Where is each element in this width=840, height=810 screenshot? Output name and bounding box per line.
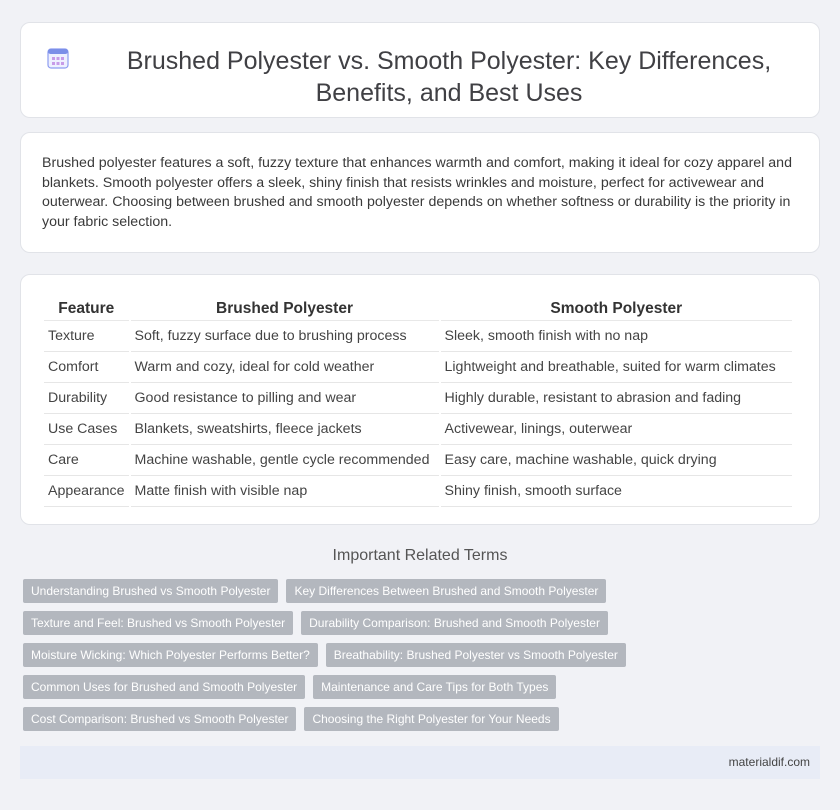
table-cell: Care [44, 445, 129, 476]
table-cell: Comfort [44, 352, 129, 383]
comparison-table-card [20, 274, 820, 525]
table-cell: Use Cases [44, 414, 129, 445]
related-term-link[interactable]: Moisture Wicking: Which Polyester Performs Better? [23, 643, 318, 667]
intro-paragraph: Brushed polyester features a soft, fuzzy texture that enhances warmth and comfort, making it ideal for cozy apparel and blankets. Smooth polyester offers a sleek, shiny finish that resists wrinkles and moisture, perfect for activewear and outerwear. Choosing between brushed and smooth polyester depends on whether softness or durability is the priority in your fabric selection. [42, 155, 792, 230]
table-cell: Lightweight and breathable, suited for warm climates [441, 352, 792, 383]
footer [20, 746, 820, 779]
related-term-link[interactable]: Durability Comparison: Brushed and Smooth Polyester [301, 611, 608, 635]
table-cell: Blankets, sweatshirts, fleece jackets [131, 414, 439, 445]
related-term-link[interactable]: Cost Comparison: Brushed vs Smooth Polyester [23, 707, 296, 731]
related-terms-heading: Important Related Terms [332, 547, 508, 564]
table-row [44, 476, 792, 507]
table-cell: Easy care, machine washable, quick drying [441, 445, 792, 476]
header-card [20, 22, 820, 118]
table-cell: Warm and cozy, ideal for cold weather [131, 352, 439, 383]
tag-row [23, 707, 823, 731]
table-cell: Texture [44, 321, 129, 352]
tag-row [23, 643, 823, 667]
table-row [44, 383, 792, 414]
calendar-icon [47, 47, 69, 69]
related-term-link[interactable]: Common Uses for Brushed and Smooth Polyester [23, 675, 305, 699]
table-cell: Matte finish with visible nap [131, 476, 439, 507]
table-header-row [44, 297, 792, 321]
tag-row [23, 611, 823, 635]
comparison-table [42, 297, 794, 507]
table-cell: Soft, fuzzy surface due to brushing process [131, 321, 439, 352]
related-term-link[interactable]: Texture and Feel: Brushed vs Smooth Polyester [23, 611, 293, 635]
page-title: Brushed Polyester vs. Smooth Polyester: Key Differences, Benefits, and Best Uses [126, 47, 772, 107]
table-row [44, 352, 792, 383]
table-row [44, 445, 792, 476]
related-term-link[interactable]: Understanding Brushed vs Smooth Polyester [23, 579, 278, 603]
table-cell: Shiny finish, smooth surface [441, 476, 792, 507]
table-cell: Appearance [44, 476, 129, 507]
table-cell: Highly durable, resistant to abrasion and fading [441, 383, 792, 414]
table-cell: Good resistance to pilling and wear [131, 383, 439, 414]
related-term-link[interactable]: Breathability: Brushed Polyester vs Smooth Polyester [326, 643, 626, 667]
tag-row [23, 675, 823, 699]
table-cell: Durability [44, 383, 129, 414]
tag-row [23, 579, 823, 603]
related-term-link[interactable]: Key Differences Between Brushed and Smooth Polyester [286, 579, 606, 603]
column-header-smooth: Smooth Polyester [441, 297, 792, 321]
table-cell: Sleek, smooth finish with no nap [441, 321, 792, 352]
intro-card [20, 132, 820, 253]
related-term-link[interactable]: Choosing the Right Polyester for Your Needs [304, 707, 558, 731]
table-cell: Activewear, linings, outerwear [441, 414, 792, 445]
column-header-brushed: Brushed Polyester [131, 297, 439, 321]
table-cell: Machine washable, gentle cycle recommended [131, 445, 439, 476]
related-terms-list [23, 579, 823, 739]
column-header-feature: Feature [44, 297, 129, 321]
footer-site-link[interactable]: materialdif.com [728, 755, 810, 769]
related-term-link[interactable]: Maintenance and Care Tips for Both Types [313, 675, 556, 699]
table-row [44, 321, 792, 352]
table-row [44, 414, 792, 445]
